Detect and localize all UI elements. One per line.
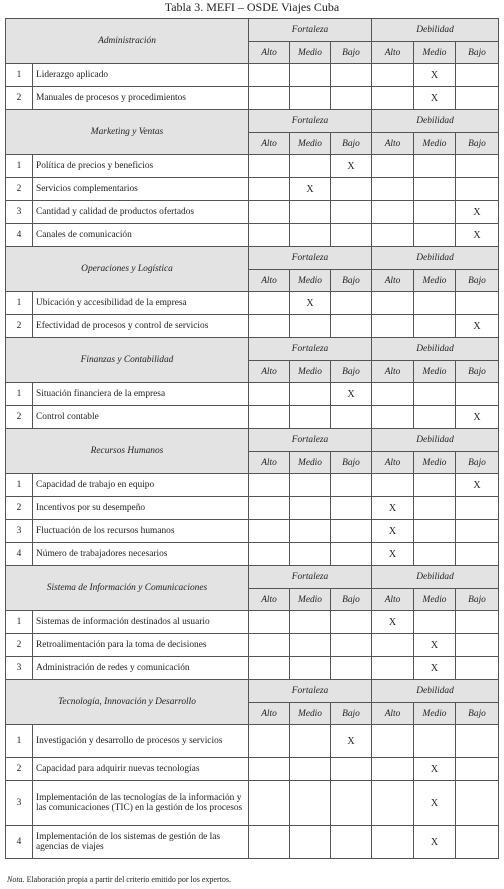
rating-cell <box>249 224 290 247</box>
rating-mark: X <box>414 634 456 657</box>
rating-cell <box>331 634 372 657</box>
note-text: Elaboración propia a partir del criterio emitido por los expertos. <box>24 875 231 884</box>
rating-cell <box>414 201 456 224</box>
rating-mark: X <box>414 826 456 859</box>
table-note <box>7 875 231 884</box>
rating-cell <box>372 87 414 110</box>
rating-cell <box>456 87 499 110</box>
level-header: Alto <box>249 42 290 64</box>
rating-cell <box>372 178 414 201</box>
level-header: Alto <box>372 42 414 64</box>
level-header: Medio <box>414 452 456 474</box>
rating-cell <box>372 383 414 406</box>
level-header: Alto <box>249 133 290 155</box>
rating-cell <box>372 657 414 680</box>
rating-cell <box>372 634 414 657</box>
rating-cell <box>372 758 414 781</box>
row-number: 1 <box>6 383 33 406</box>
row-number: 4 <box>6 224 33 247</box>
rating-cell <box>249 826 290 859</box>
table-row <box>6 520 499 543</box>
rating-cell <box>414 224 456 247</box>
rating-cell <box>249 406 290 429</box>
rating-cell <box>249 543 290 566</box>
section-name: Marketing y Ventas <box>6 110 249 155</box>
rating-mark: X <box>414 781 456 826</box>
factor-name: Número de trabajadores necesarios <box>33 543 249 566</box>
level-header: Medio <box>290 42 331 64</box>
rating-cell <box>290 657 331 680</box>
rating-cell <box>456 657 499 680</box>
row-number: 1 <box>6 474 33 497</box>
debilidad-header: Debilidad <box>372 19 499 42</box>
rating-cell <box>372 781 414 826</box>
debilidad-header: Debilidad <box>372 566 499 589</box>
level-header: Alto <box>372 589 414 611</box>
level-header: Bajo <box>456 133 499 155</box>
rating-cell <box>372 725 414 758</box>
level-header: Bajo <box>456 703 499 725</box>
factor-name: Implementación de los sistemas de gestión de las agencias de viajes <box>33 826 249 859</box>
factor-name: Servicios complementarios <box>33 178 249 201</box>
rating-cell <box>456 725 499 758</box>
rating-cell <box>456 781 499 826</box>
debilidad-header: Debilidad <box>372 247 499 270</box>
table-row <box>6 155 499 178</box>
rating-cell <box>290 497 331 520</box>
rating-cell <box>456 497 499 520</box>
rating-cell <box>414 383 456 406</box>
section-name: Tecnología, Innovación y Desarrollo <box>6 680 249 725</box>
rating-mark: X <box>331 383 372 406</box>
rating-mark: X <box>414 758 456 781</box>
level-header: Alto <box>249 270 290 292</box>
rating-cell <box>249 497 290 520</box>
debilidad-header: Debilidad <box>372 110 499 133</box>
rating-cell <box>414 474 456 497</box>
factor-name: Situación financiera de la empresa <box>33 383 249 406</box>
rating-cell <box>249 178 290 201</box>
table-row <box>6 543 499 566</box>
rating-cell <box>290 87 331 110</box>
level-header: Bajo <box>331 589 372 611</box>
rating-mark: X <box>456 201 499 224</box>
table-row <box>6 201 499 224</box>
row-number: 1 <box>6 292 33 315</box>
rating-cell <box>290 474 331 497</box>
level-header: Alto <box>249 452 290 474</box>
fortaleza-header: Fortaleza <box>249 19 372 42</box>
rating-cell <box>331 64 372 87</box>
rating-cell <box>249 315 290 338</box>
rating-cell <box>372 155 414 178</box>
rating-cell <box>456 826 499 859</box>
row-number: 4 <box>6 543 33 566</box>
level-header: Bajo <box>456 270 499 292</box>
level-header: Bajo <box>331 42 372 64</box>
rating-cell <box>331 406 372 429</box>
rating-cell <box>372 315 414 338</box>
level-header: Medio <box>414 361 456 383</box>
rating-cell <box>290 611 331 634</box>
rating-cell <box>372 64 414 87</box>
rating-cell <box>456 543 499 566</box>
rating-cell <box>290 725 331 758</box>
factor-name: Control contable <box>33 406 249 429</box>
note-label: Nota. <box>7 875 25 884</box>
row-number: 2 <box>6 87 33 110</box>
level-header: Medio <box>414 270 456 292</box>
rating-cell <box>290 781 331 826</box>
row-number: 2 <box>6 634 33 657</box>
rating-cell <box>249 474 290 497</box>
rating-mark: X <box>456 474 499 497</box>
rating-cell <box>456 178 499 201</box>
rating-cell <box>249 64 290 87</box>
debilidad-header: Debilidad <box>372 338 499 361</box>
section-name: Sistema de Información y Comunicaciones <box>6 566 249 611</box>
rating-cell <box>414 543 456 566</box>
rating-cell <box>331 315 372 338</box>
level-header: Medio <box>414 589 456 611</box>
factor-name: Incentivos por su desempeño <box>33 497 249 520</box>
rating-cell <box>331 201 372 224</box>
level-header: Medio <box>414 133 456 155</box>
section-header-row <box>6 429 499 452</box>
level-header: Alto <box>249 589 290 611</box>
level-header: Alto <box>372 703 414 725</box>
level-header: Alto <box>249 703 290 725</box>
level-header: Medio <box>290 361 331 383</box>
rating-cell <box>331 657 372 680</box>
rating-cell <box>372 406 414 429</box>
table-row <box>6 315 499 338</box>
rating-cell <box>414 315 456 338</box>
rating-cell <box>290 155 331 178</box>
rating-cell <box>290 406 331 429</box>
mefi-table <box>5 18 499 859</box>
table-row <box>6 781 499 826</box>
rating-cell <box>331 826 372 859</box>
rating-cell <box>456 383 499 406</box>
section-header-row <box>6 19 499 42</box>
table-row <box>6 474 499 497</box>
factor-name: Manuales de procesos y procedimientos <box>33 87 249 110</box>
rating-cell <box>414 725 456 758</box>
level-header: Medio <box>290 703 331 725</box>
rating-cell <box>249 520 290 543</box>
factor-name: Canales de comunicación <box>33 224 249 247</box>
rating-mark: X <box>456 224 499 247</box>
rating-cell <box>331 224 372 247</box>
rating-cell <box>331 543 372 566</box>
fortaleza-header: Fortaleza <box>249 338 372 361</box>
section-name: Finanzas y Contabilidad <box>6 338 249 383</box>
section-header-row <box>6 680 499 703</box>
rating-cell <box>290 224 331 247</box>
factor-name: Retroalimentación para la toma de decisiones <box>33 634 249 657</box>
table-row <box>6 657 499 680</box>
level-header: Bajo <box>331 703 372 725</box>
table-row <box>6 64 499 87</box>
level-header: Bajo <box>331 133 372 155</box>
section-header-row <box>6 110 499 133</box>
table-row <box>6 383 499 406</box>
rating-cell <box>249 634 290 657</box>
level-header: Alto <box>249 361 290 383</box>
rating-mark: X <box>331 725 372 758</box>
factor-name: Efectividad de procesos y control de servicios <box>33 315 249 338</box>
factor-name: Capacidad para adquirir nuevas tecnologías <box>33 758 249 781</box>
rating-cell <box>456 64 499 87</box>
rating-cell <box>414 497 456 520</box>
table-row <box>6 178 499 201</box>
rating-cell <box>414 520 456 543</box>
rating-mark: X <box>372 497 414 520</box>
rating-cell <box>414 292 456 315</box>
table-row <box>6 634 499 657</box>
fortaleza-header: Fortaleza <box>249 110 372 133</box>
rating-cell <box>456 611 499 634</box>
row-number: 1 <box>6 725 33 758</box>
rating-cell <box>456 520 499 543</box>
row-number: 2 <box>6 497 33 520</box>
rating-cell <box>414 155 456 178</box>
rating-cell <box>249 611 290 634</box>
rating-mark: X <box>456 315 499 338</box>
rating-cell <box>331 497 372 520</box>
rating-cell <box>456 758 499 781</box>
rating-cell <box>290 201 331 224</box>
rating-mark: X <box>372 543 414 566</box>
rating-cell <box>249 201 290 224</box>
row-number: 1 <box>6 155 33 178</box>
factor-name: Fluctuación de los recursos humanos <box>33 520 249 543</box>
row-number: 3 <box>6 781 33 826</box>
rating-cell <box>331 178 372 201</box>
rating-cell <box>372 292 414 315</box>
table-row <box>6 497 499 520</box>
section-header-row <box>6 566 499 589</box>
rating-cell <box>331 758 372 781</box>
factor-name: Cantidad y calidad de productos ofertados <box>33 201 249 224</box>
row-number: 3 <box>6 520 33 543</box>
level-header: Medio <box>290 133 331 155</box>
rating-cell <box>414 178 456 201</box>
fortaleza-header: Fortaleza <box>249 680 372 703</box>
rating-cell <box>456 292 499 315</box>
section-name: Operaciones y Logística <box>6 247 249 292</box>
level-header: Bajo <box>331 452 372 474</box>
table-row <box>6 725 499 758</box>
rating-mark: X <box>290 292 331 315</box>
level-header: Medio <box>290 589 331 611</box>
factor-name: Investigación y desarrollo de procesos y servicios <box>33 725 249 758</box>
table-row <box>6 758 499 781</box>
level-header: Alto <box>372 452 414 474</box>
level-header: Alto <box>372 361 414 383</box>
level-header: Bajo <box>456 42 499 64</box>
row-number: 3 <box>6 201 33 224</box>
rating-cell <box>290 64 331 87</box>
row-number: 2 <box>6 758 33 781</box>
rating-cell <box>414 611 456 634</box>
rating-cell <box>331 87 372 110</box>
rating-mark: X <box>414 64 456 87</box>
fortaleza-header: Fortaleza <box>249 566 372 589</box>
level-header: Medio <box>290 452 331 474</box>
rating-cell <box>290 315 331 338</box>
fortaleza-header: Fortaleza <box>249 247 372 270</box>
factor-name: Administración de redes y comunicación <box>33 657 249 680</box>
row-number: 1 <box>6 611 33 634</box>
factor-name: Capacidad de trabajo en equipo <box>33 474 249 497</box>
rating-cell <box>372 201 414 224</box>
table-row <box>6 611 499 634</box>
rating-cell <box>249 657 290 680</box>
rating-cell <box>290 520 331 543</box>
rating-cell <box>290 383 331 406</box>
rating-mark: X <box>290 178 331 201</box>
rating-cell <box>331 520 372 543</box>
table-row <box>6 87 499 110</box>
factor-name: Liderazgo aplicado <box>33 64 249 87</box>
rating-cell <box>249 781 290 826</box>
level-header: Medio <box>414 42 456 64</box>
rating-mark: X <box>414 657 456 680</box>
row-number: 2 <box>6 178 33 201</box>
rating-cell <box>249 155 290 178</box>
factor-name: Implementación de las tecnologías de la información y las comunicaciones (TIC) en la gestión de los procesos <box>33 781 249 826</box>
level-header: Bajo <box>331 361 372 383</box>
table-title: Tabla 3. MEFI – OSDE Viajes Cuba <box>164 0 340 14</box>
table-row <box>6 224 499 247</box>
rating-mark: X <box>372 520 414 543</box>
rating-mark: X <box>456 406 499 429</box>
debilidad-header: Debilidad <box>372 680 499 703</box>
row-number: 2 <box>6 406 33 429</box>
section-header-row <box>6 247 499 270</box>
rating-cell <box>249 292 290 315</box>
rating-cell <box>249 725 290 758</box>
level-header: Bajo <box>456 361 499 383</box>
row-number: 3 <box>6 657 33 680</box>
level-header: Alto <box>372 270 414 292</box>
level-header: Bajo <box>456 589 499 611</box>
level-header: Medio <box>290 270 331 292</box>
rating-cell <box>372 826 414 859</box>
rating-mark: X <box>414 87 456 110</box>
rating-cell <box>414 406 456 429</box>
rating-cell <box>249 758 290 781</box>
rating-cell <box>331 474 372 497</box>
rating-cell <box>290 758 331 781</box>
factor-name: Política de precios y beneficios <box>33 155 249 178</box>
level-header: Bajo <box>331 270 372 292</box>
section-name: Administración <box>6 19 249 64</box>
level-header: Alto <box>372 133 414 155</box>
rating-cell <box>456 634 499 657</box>
rating-cell <box>249 383 290 406</box>
section-header-row <box>6 338 499 361</box>
level-header: Medio <box>414 703 456 725</box>
rating-cell <box>249 87 290 110</box>
rating-cell <box>290 634 331 657</box>
debilidad-header: Debilidad <box>372 429 499 452</box>
factor-name: Ubicación y accesibilidad de la empresa <box>33 292 249 315</box>
section-name: Recursos Humanos <box>6 429 249 474</box>
rating-cell <box>290 543 331 566</box>
rating-cell <box>331 781 372 826</box>
rating-cell <box>372 224 414 247</box>
rating-mark: X <box>372 611 414 634</box>
rating-mark: X <box>331 155 372 178</box>
rating-cell <box>456 155 499 178</box>
table-row <box>6 292 499 315</box>
rating-cell <box>331 292 372 315</box>
table-row <box>6 826 499 859</box>
row-number: 4 <box>6 826 33 859</box>
level-header: Bajo <box>456 452 499 474</box>
rating-cell <box>290 826 331 859</box>
factor-name: Sistemas de información destinados al usuario <box>33 611 249 634</box>
row-number: 1 <box>6 64 33 87</box>
rating-cell <box>331 611 372 634</box>
table-row <box>6 406 499 429</box>
row-number: 2 <box>6 315 33 338</box>
rating-cell <box>372 474 414 497</box>
fortaleza-header: Fortaleza <box>249 429 372 452</box>
